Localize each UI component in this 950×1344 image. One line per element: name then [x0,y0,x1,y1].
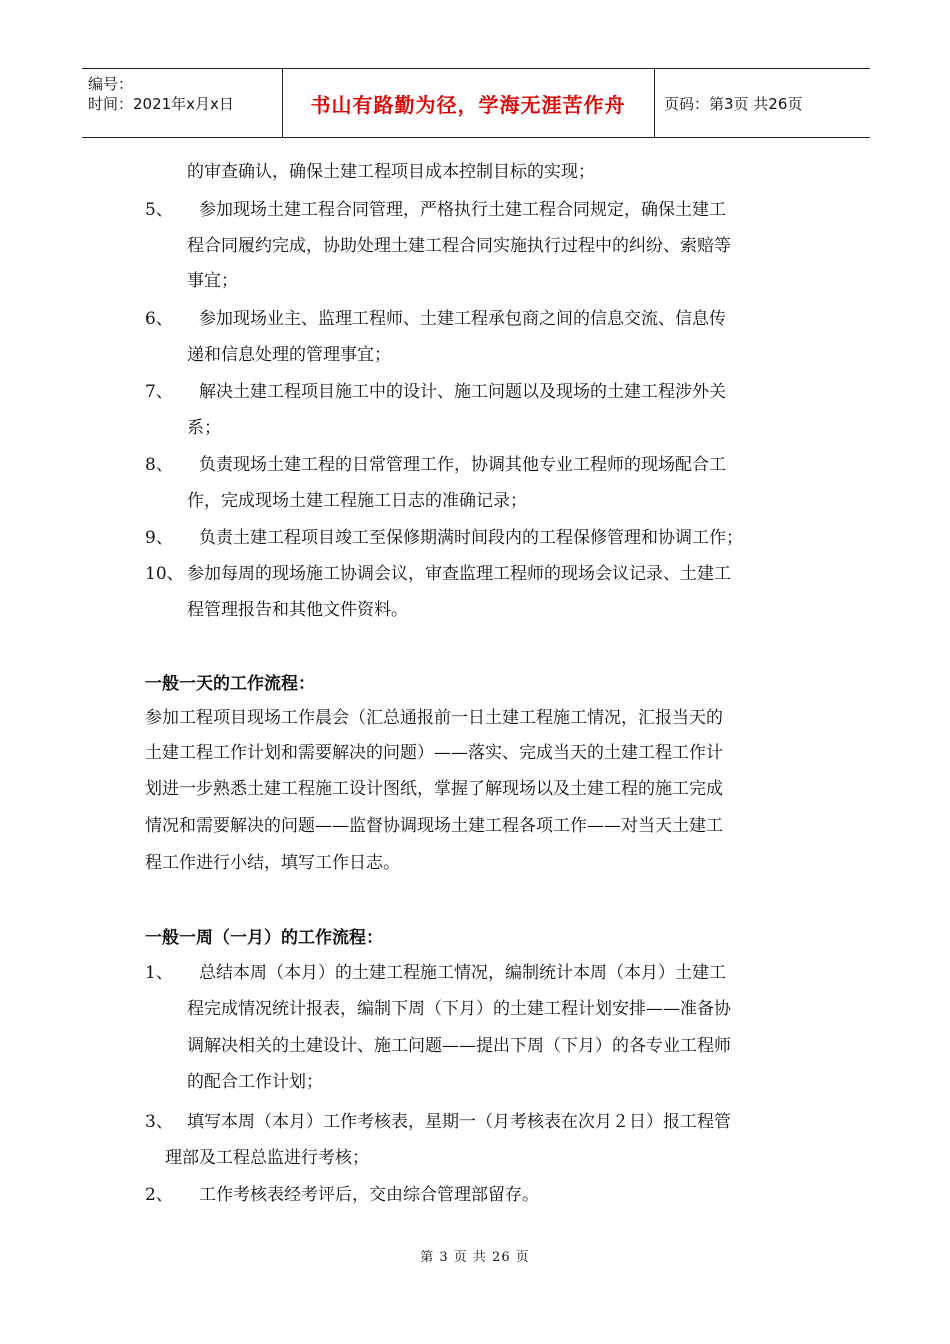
page-info: 页码：第3页 共26页 [664,94,803,113]
item-number: 3、 [145,1112,173,1132]
item-number: 8、 [145,455,173,475]
item-number: 7、 [145,382,173,402]
item-number: 5、 [145,200,173,220]
item-line: 递和信息处理的管理事宜； [187,345,391,365]
item-number: 6、 [145,309,173,329]
item-number: 10、 [145,564,184,584]
motto: 书山有路勤为径，学海无涯苦作舟 [310,92,626,117]
item-line: 参加现场业主、监理工程师、土建工程承包商之间的信息交流、信息传 [199,309,726,329]
page-header [82,68,870,138]
paragraph-line: 的审查确认，确保土建工程项目成本控制目标的实现； [187,162,595,182]
item-line: 填写本周（本月）工作考核表，星期一（月考核表在次月２日）报工程管 [187,1112,731,1132]
item-line: 程合同履约完成，协助处理土建工程合同实施执行过程中的纠纷、索赔等 [187,236,731,256]
item-line: 总结本周（本月）的土建工程施工情况，编制统计本周（本月）土建工 [199,963,726,983]
item-line: 负责现场土建工程的日常管理工作，协调其他专业工程师的现场配合工 [199,455,726,475]
paragraph-line: 情况和需要解决的问题——监督协调现场土建工程各项工作——对当天土建工 [145,816,723,836]
item-line: 事宜； [187,271,238,291]
item-line: 系； [187,418,221,438]
paragraph-line: 程工作进行小结，填写工作日志。 [145,853,400,873]
header-divider [282,69,283,137]
paragraph-line: 土建工程工作计划和需要解决的问题）——落实、完成当天的土建工程工作计 [145,743,723,763]
item-line: 参加现场土建工程合同管理，严格执行土建工程合同规定，确保土建工 [199,200,726,220]
item-line: 程完成情况统计报表，编制下周（下月）的土建工程计划安排——准备协 [187,999,731,1019]
header-divider [654,69,655,137]
item-line: 负责土建工程项目竣工至保修期满时间段内的工程保修管理和协调工作； [199,528,743,548]
item-line: 参加每周的现场施工协调会议，审查监理工程师的现场会议记录、土建工 [187,564,731,584]
item-number: 2、 [145,1185,173,1205]
item-number: 9、 [145,528,173,548]
paragraph-line: 参加工程项目现场工作晨会（汇总通报前一日土建工程施工情况，汇报当天的 [145,708,723,728]
page-footer: 第 3 页 共 26 页 [420,1250,530,1265]
item-line: 的配合工作计划； [187,1072,323,1092]
item-line: 调解决相关的土建设计、施工问题——提出下周（下月）的各专业工程师 [187,1036,731,1056]
time-label: 时间：2021年x月x日 [88,95,234,113]
item-line: 理部及工程总监进行考核； [165,1148,369,1168]
code-label: 编号： [88,75,134,93]
item-line: 工作考核表经考评后，交由综合管理部留存。 [199,1185,539,1205]
paragraph-line: 划进一步熟悉土建工程施工设计图纸，掌握了解现场以及土建工程的施工完成 [145,779,723,799]
item-number: 1、 [145,963,173,983]
item-line: 作，完成现场土建工程施工日志的准确记录； [187,491,527,511]
section-title: 一般一周（一月）的工作流程： [145,928,383,948]
section-title: 一般一天的工作流程： [145,674,315,694]
header-meta [82,69,282,137]
item-line: 解决土建工程项目施工中的设计、施工问题以及现场的土建工程涉外关 [199,382,726,402]
item-line: 程管理报告和其他文件资料。 [187,600,408,620]
